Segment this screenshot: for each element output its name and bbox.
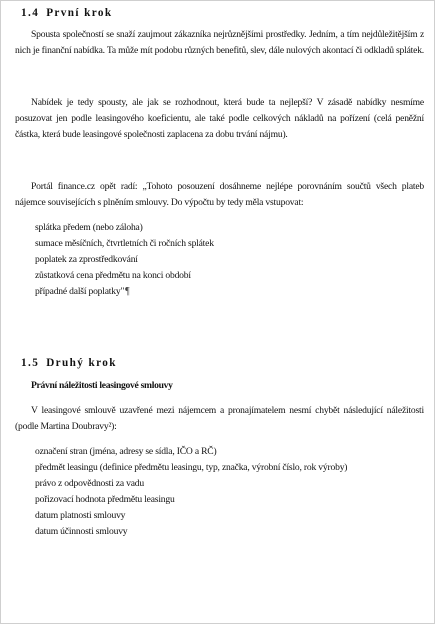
paragraph-2: Nabídek je tedy spousty, ale jak se rozhodnout, která bude ta nejlepší? V zásadě nabídky nesmíme posuzovat jen podle leasingového koeficientu, ale také podle celkových nákladů na pořízení (celá peněžní částka, která bude leasingové společnosti zaplacena za dobu trvání nájmu). <box>15 97 424 140</box>
list-item: předmět leasingu (definice předmětu leasingu, typ, značka, výrobní číslo, rok výroby) <box>35 462 348 473</box>
list-item: datum platnosti smlouvy <box>35 510 126 521</box>
section-number: 1.4 <box>21 7 40 19</box>
section-heading-1-5 <box>21 357 117 369</box>
list-item: datum účinnosti smlouvy <box>35 526 128 537</box>
list-item: pořizovací hodnota předmětu leasingu <box>35 494 175 505</box>
section-title: První krok <box>46 7 113 19</box>
paragraph-3: Portál finance.cz opět radí: „Tohoto posouzení dosáhneme nejlépe porovnáním součtů všech plateb nájemce souvisejících s plněním smlouvy. Do výpočtu by tedy měla vstupovat: <box>15 181 424 208</box>
list-item-text: případné další poplatky" <box>35 286 125 297</box>
list-item: právo z odpovědnosti za vadu <box>35 478 144 489</box>
paragraph-1: Spousta společností se snaží zaujmout zákazníka nejrůznějšími prostředky. Jedním, a tím nejdůležitějším z nich je finanční nabídka. Ta může mít podobu různých benefitů, slev, dále nulových akontací či odkladů splátek. <box>15 29 424 56</box>
list-item: poplatek za zprostředkování <box>35 254 138 265</box>
pilcrow-mark: ¶ <box>125 286 130 297</box>
list-item <box>35 284 424 300</box>
list-item: označení stran (jména, adresy se sídla, IČO a RČ) <box>35 446 217 457</box>
payments-list <box>35 220 424 300</box>
section-title: Druhý krok <box>46 357 117 369</box>
subheading-legal-requirements: Právní náležitosti leasingové smlouvy <box>31 380 173 391</box>
list-item: sumace měsíčních, čtvrtletních či ročních splátek <box>35 238 214 249</box>
paragraph-4: V leasingové smlouvě uzavřené mezi nájemcem a pronajímatelem nesmí chybět následující náležitosti (podle Martina Doubravy²): <box>15 405 424 432</box>
list-item: splátka předem (nebo záloha) <box>35 222 143 233</box>
list-item: zůstatková cena předmětu na konci období <box>35 270 191 281</box>
section-number: 1.5 <box>21 357 40 369</box>
requirements-list <box>35 444 424 540</box>
section-heading-1-4 <box>21 7 113 19</box>
